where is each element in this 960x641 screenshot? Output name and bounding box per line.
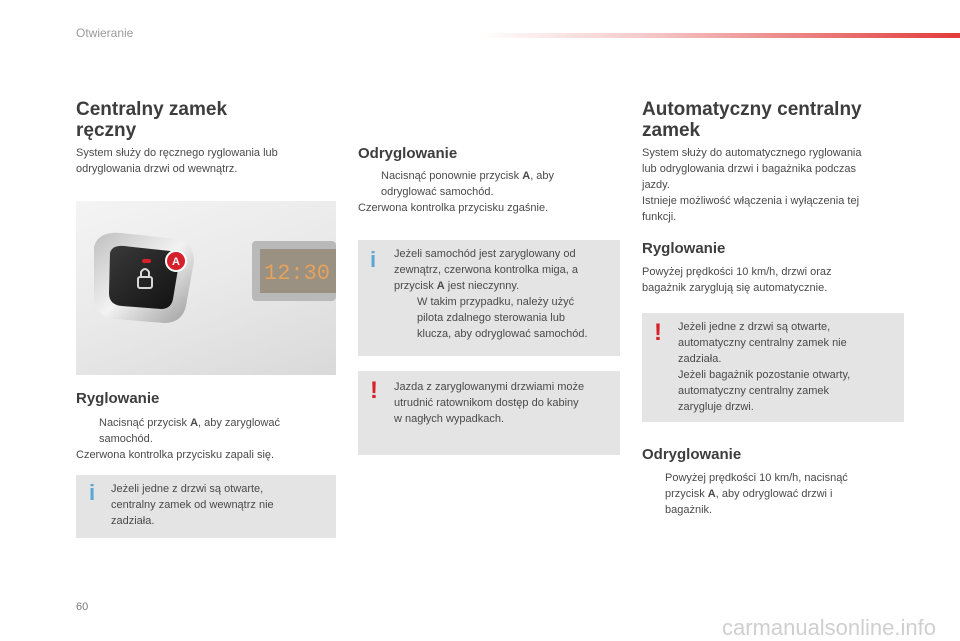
right-intro-line1: System służy do automatycznego ryglowania: [642, 147, 862, 159]
right-unlock-line3: bagażnik.: [665, 504, 713, 516]
middle-info-line3: [394, 280, 519, 292]
right-lock-text: [642, 264, 904, 296]
right-unlock-line2a: przycisk: [665, 488, 708, 500]
middle-info-sub3: klucza, aby odryglować samochód.: [417, 328, 588, 340]
middle-info-line3b: jest nieczynny.: [444, 280, 520, 292]
middle-info-box: [358, 240, 620, 356]
section-title: Otwieranie: [76, 26, 134, 40]
left-info-line3: zadziała.: [111, 515, 155, 527]
unlock-step-bold: A: [522, 170, 531, 182]
right-warn-line4: Jeżeli bagażnik pozostanie otwarty,: [678, 369, 851, 381]
right-unlock-text: [665, 470, 848, 518]
left-title: [76, 99, 336, 141]
info-icon: i: [89, 480, 96, 505]
middle-info-sub2: pilota zdalnego sterowania lub: [417, 312, 565, 324]
middle-unlock-heading: [358, 145, 457, 162]
right-lock-heading: [642, 240, 725, 257]
left-intro: [76, 145, 336, 177]
right-warn-line6: zarygluje drzwi.: [678, 401, 754, 413]
lock-step-line2: samochód.: [99, 433, 153, 445]
right-unlock-heading: [642, 446, 741, 463]
middle-warn-line2: utrudnić ratownikom dostęp do kabiny: [394, 397, 579, 409]
door-panel-illustration: [76, 201, 336, 375]
middle-info-text: [394, 246, 616, 342]
info-icon: i: [370, 247, 377, 272]
right-unlock-line2b: , aby odryglować drzwi i: [715, 488, 833, 500]
middle-info-line1: Jeżeli samochód jest zaryglowany od: [394, 248, 576, 260]
unlock-note: Czerwona kontrolka przycisku zgaśnie.: [358, 202, 549, 214]
arrow-bullet-icon: [394, 294, 417, 342]
right-unlock-line2bold: A: [707, 488, 716, 500]
arrow-bullet-icon: [642, 470, 665, 518]
left-info-text: [111, 481, 331, 529]
page-number: 60: [76, 601, 89, 613]
middle-warning-box: [358, 371, 620, 455]
arrow-bullet-icon: [76, 415, 99, 447]
left-lock-step: [76, 415, 336, 463]
right-intro-line3: jazdy.: [642, 179, 670, 191]
right-title-line2: zamek: [642, 120, 701, 141]
left-info-box: [76, 475, 336, 538]
middle-warning-text: [394, 379, 616, 427]
middle-unlock-step: [358, 168, 620, 216]
lock-note: Czerwona kontrolka przycisku zapali się.: [76, 449, 275, 461]
unlock-step-b: , aby: [530, 170, 555, 182]
right-warn-line2: automatyczny centralny zamek nie: [678, 337, 847, 349]
right-warning-text: [678, 319, 900, 415]
right-lock-line2: bagażnik zaryglują się automatycznie.: [642, 282, 828, 294]
lock-step-b: , aby zaryglować: [198, 417, 280, 429]
right-intro-line5: funkcji.: [642, 211, 677, 223]
red-led-icon: [142, 259, 151, 263]
left-title-line1: Centralny zamek: [76, 99, 228, 120]
left-info-line1: Jeżeli jedne z drzwi są otwarte,: [111, 483, 264, 495]
clock-time: 12:30: [264, 261, 331, 286]
middle-warn-line1: Jazda z zaryglowanymi drzwiami może: [394, 381, 585, 393]
door-lock-button-photo: [76, 201, 336, 375]
right-unlock-line1: Powyżej prędkości 10 km/h, nacisnąć: [665, 472, 848, 484]
right-title-line1: Automatyczny centralny: [642, 99, 862, 120]
lock-step-text: [99, 415, 280, 447]
left-title-line2: ręczny: [76, 120, 137, 141]
right-intro-line2: lub odryglowania drzwi i bagażnika podczas: [642, 163, 857, 175]
lock-heading-text: Ryglowanie: [76, 390, 160, 407]
right-lock-line1: Powyżej prędkości 10 km/h, drzwi oraz: [642, 266, 832, 278]
lock-step-a: Nacisnąć przycisk: [99, 417, 191, 429]
label-a: A: [172, 256, 180, 268]
right-warning-box: [642, 313, 904, 422]
unlock-step-line2: odryglować samochód.: [381, 186, 494, 198]
right-warn-line1: Jeżeli jedne z drzwi są otwarte,: [678, 321, 831, 333]
right-warn-line5: automatyczny centralny zamek: [678, 385, 830, 397]
lock-step-bold: A: [190, 417, 199, 429]
middle-info-sub: [417, 294, 588, 342]
left-intro-line2: odryglowania drzwi od wewnątrz.: [76, 163, 238, 175]
right-unlock-heading-text: Odryglowanie: [642, 446, 742, 463]
right-lock-heading-text: Ryglowanie: [642, 240, 726, 257]
warning-icon: !: [370, 377, 378, 404]
middle-info-line2: zewnątrz, czerwona kontrolka miga, a: [394, 264, 579, 276]
right-title: [642, 99, 904, 141]
right-intro-line4: Istnieje możliwość włączenia i wyłączenia tej: [642, 195, 860, 207]
middle-info-line3bold: A: [436, 280, 445, 292]
arrow-bullet-icon: [358, 168, 381, 200]
middle-info-sub1: W takim przypadku, należy użyć: [417, 296, 575, 308]
right-warn-line3: zadziała.: [678, 353, 722, 365]
right-unlock-step: [642, 470, 904, 518]
middle-info-line3a: przycisk: [394, 280, 437, 292]
left-intro-line1: System służy do ręcznego ryglowania lub: [76, 147, 278, 159]
warning-icon: !: [654, 319, 662, 346]
left-info-line2: centralny zamek od wewnątrz nie: [111, 499, 274, 511]
unlock-heading-text: Odryglowanie: [358, 145, 458, 162]
right-intro: [642, 145, 904, 225]
watermark: carmanualsonline.info: [721, 615, 936, 640]
unlock-step-a: Nacisnąć ponownie przycisk: [381, 170, 523, 182]
middle-warn-line3: w nagłych wypadkach.: [394, 413, 505, 425]
header-accent-bar: [478, 33, 960, 38]
left-lock-heading: [76, 390, 159, 407]
unlock-step-text: [381, 168, 554, 200]
